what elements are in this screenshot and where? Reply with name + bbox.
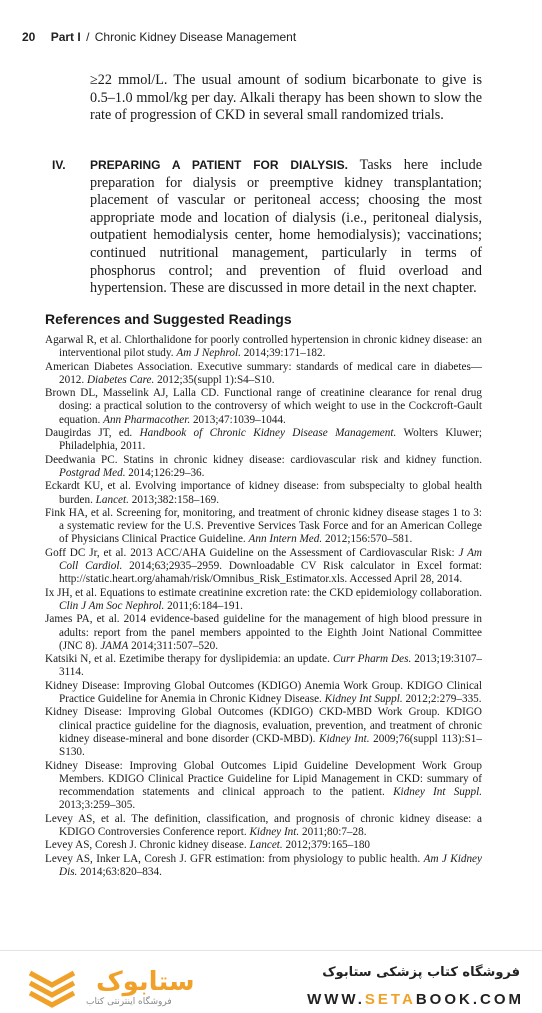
reference-item (45, 587, 482, 614)
reference-text: American Diabetes Association. Executive summary: standards of medical care in diabetes—2012. (45, 360, 482, 386)
reference-journal: Ann Intern Med. (248, 533, 323, 546)
reference-item (45, 480, 482, 507)
logo-wordmark: ستابوک (96, 967, 195, 997)
reference-citation: 2009;76(suppl 113):S1–S130. (59, 732, 482, 759)
part-label: Part I (50, 30, 81, 44)
section-iv (52, 157, 482, 298)
reference-text: Agarwal R, et al. Chlorthalidone for poorly controlled hypertension in chronic kidney disease: an interventional pilot study. (45, 334, 482, 360)
reference-citation: 2012;156:570–581. (322, 533, 413, 546)
reference-text: Levey AS, Inker LA, Coresh J. GFR estimation: from physiology to public health. (45, 852, 424, 865)
reference-citation: 2012;379:165–180 (282, 839, 371, 852)
reference-citation: 2012;2:279–335. (402, 693, 482, 706)
reference-journal: JAMA (100, 639, 129, 652)
reference-item (45, 547, 482, 587)
reference-citation: 2014;311:507–520. (128, 639, 219, 652)
section-text: Tasks here include preparation for dialysis or preemptive kidney transplantation; placement of vascular or peritoneal access; choosing the most appropriate mode and location of dialysis (i.e., peritoneal dialysis, outpatient hemodialysis center, home hemodialysis); vaccinations; continued nutritional management, particularly in terms of phosphorus control; and prevention of fluid overload and hypertension. These are discussed in more detail in the next chapter. (90, 157, 482, 297)
intro-paragraph: ≥22 mmol/L. The usual amount of sodium bicarbonate to give is 0.5–1.0 mmol/kg per day. Alkali therapy has been shown to slow the rate of progression of CKD in several small randomized trials. (90, 72, 482, 124)
reference-journal: Lancet. (95, 493, 129, 506)
section-title: PREPARING A PATIENT FOR DIALYSIS. (90, 158, 348, 172)
reference-text: Ix JH, et al. Equations to estimate creatinine excretion rate: the CKD epidemiology collaboration. (45, 586, 482, 599)
reference-citation: 2014;63;2935–2959. Downloadable CV Risk calculator in Excel format: http://static.heart.org/ahamah/risk/Omnibus_Risk_Estimator.xls. Accessed April 28, 2014. (59, 560, 482, 586)
site-url-accent: SETA (364, 991, 416, 1008)
store-title: فروشگاه کتاب پزشکی ستابوک (322, 965, 520, 980)
references-heading: References and Suggested Readings (45, 311, 292, 327)
reference-text: Kidney Disease: Improving Global Outcomes Lipid Guideline Development Work Group Members. KDIGO Clinical Practice Guideline for Lipid Management in CKD: summary of recommendation statements and clinical approach to the patient. (45, 759, 482, 799)
reference-item (45, 706, 482, 759)
reference-citation: 2013;19:3107–3114. (59, 653, 483, 679)
reference-text: Goff DC Jr, et al. 2013 ACC/AHA Guideline on the Assessment of Cardiovascular Risk: (45, 546, 459, 559)
reference-text: Kidney Disease: Improving Global Outcomes (KDIGO) Anemia Work Group. KDIGO Clinical Practice Guideline for Anemia in Chronic Kidney Disease. (45, 679, 482, 706)
reference-journal: Ann Pharmacother. (103, 413, 191, 426)
reference-citation: 2013;47:1039–1044. (190, 413, 286, 426)
reference-item (45, 853, 482, 880)
chapter-title: Chronic Kidney Disease Management (94, 30, 297, 44)
reference-item (45, 813, 482, 840)
reference-citation: 2012;35(suppl 1):S4–S10. (154, 373, 275, 386)
reference-citation: 2013;3:259–305. (59, 799, 136, 812)
reference-item (45, 839, 482, 852)
reference-citation: 2013;382:158–169. (128, 493, 220, 506)
running-header (22, 30, 522, 44)
reference-journal: Kidney Int. (249, 825, 300, 838)
reference-citation: 2014;63:820–834. (77, 865, 162, 878)
site-url-prefix: WWW. (307, 991, 365, 1008)
reference-journal: Am J Nephrol. (176, 347, 241, 360)
reference-citation: 2014;39:171–182. (240, 347, 326, 360)
reference-item (45, 334, 482, 361)
reference-text: Brown DL, Masselink AJ, Lalla CD. Functional range of creatinine clearance for renal drug dosing: a practical solution to the controversy of which weight to use in the Cockcroft-Gault equation. (45, 387, 482, 426)
reference-journal: Diabetes Care. (86, 373, 155, 386)
reference-citation: Wolters Kluwer; Philadelphia, 2011. (59, 427, 482, 453)
reference-text: Fink HA, et al. Screening for, monitoring, and treatment of chronic kidney disease stages 1 to 3: a systematic review for the U.S. Preventive Services Task Force and for an American College of Physicians Clinical Practice Guideline. (45, 506, 482, 546)
reference-journal: Postgrad Med. (59, 466, 126, 479)
reference-citation: 2014;126:29–36. (125, 466, 205, 479)
reference-citation: 2011;6:184–191. (164, 599, 243, 612)
reference-item (45, 613, 482, 653)
reference-journal: Kidney Int Suppl. (324, 693, 403, 706)
reference-item (45, 680, 482, 707)
page-number: 20 (22, 30, 36, 44)
reference-journal: Kidney Int. (318, 732, 370, 745)
reference-item (45, 760, 482, 813)
reference-item (45, 653, 482, 680)
reference-item (45, 454, 482, 481)
reference-text: Daugirdas JT, ed. (45, 427, 140, 440)
reference-journal: Curr Pharm Des. (332, 653, 412, 666)
references-list (45, 334, 482, 879)
reference-text: Kidney Disease: Improving Global Outcomes (KDIGO) CKD-MBD Work Group. KDIGO clinical practice guideline for the diagnosis, evaluation, prevention, and treatment of chronic kidney disease-mineral and bone disorder (CKD-MBD). (45, 706, 482, 745)
reference-journal: Handbook of Chronic Kidney Disease Management. (139, 427, 397, 440)
reference-journal: Clin J Am Soc Nephrol. (59, 599, 165, 612)
section-number: IV. (52, 158, 66, 172)
site-url-suffix: BOOK.COM (415, 991, 524, 1008)
reference-item (45, 387, 482, 427)
section-body (90, 157, 482, 298)
reference-text: Deedwania PC. Statins in chronic kidney disease: cardiovascular risk and kidney function. (45, 453, 482, 466)
reference-text: Levey AS, Coresh J. Chronic kidney disease. (45, 839, 250, 852)
reference-text: Katsiki N, et al. Ezetimibe therapy for dyslipidemia: an update. (45, 653, 333, 666)
reference-item (45, 427, 482, 454)
reference-journal: Lancet. (249, 839, 283, 852)
reference-journal: Kidney Int Suppl. (393, 786, 482, 799)
setabook-logo[interactable] (26, 965, 226, 1009)
footer-banner (0, 950, 542, 1013)
reference-item (45, 507, 482, 547)
site-url[interactable] (307, 991, 524, 1008)
reference-text: Eckardt KU, et al. Evolving importance of kidney disease: from subspecialty to global health burden. (45, 480, 482, 506)
reference-journal: Am J Kidney Dis. (59, 852, 482, 878)
logo-tagline: فروشگاه اینترنتی کتاب (86, 997, 172, 1007)
reference-journal: J Am Coll Cardiol. (59, 546, 482, 573)
reference-text: Levey AS, et al. The definition, classification, and prognosis of chronic kidney disease: a KDIGO Controversies Conference report. (45, 812, 482, 838)
reference-citation: 2011;80:7–28. (299, 825, 367, 838)
chevron-stack-icon (26, 965, 86, 1009)
reference-item (45, 361, 482, 388)
header-separator: / (86, 30, 90, 44)
reference-text: James PA, et al. 2014 evidence-based guideline for the management of high blood pressure in adults: report from the panel members appointed to the Eighth Joint National Committee (JNC 8). (45, 613, 482, 652)
